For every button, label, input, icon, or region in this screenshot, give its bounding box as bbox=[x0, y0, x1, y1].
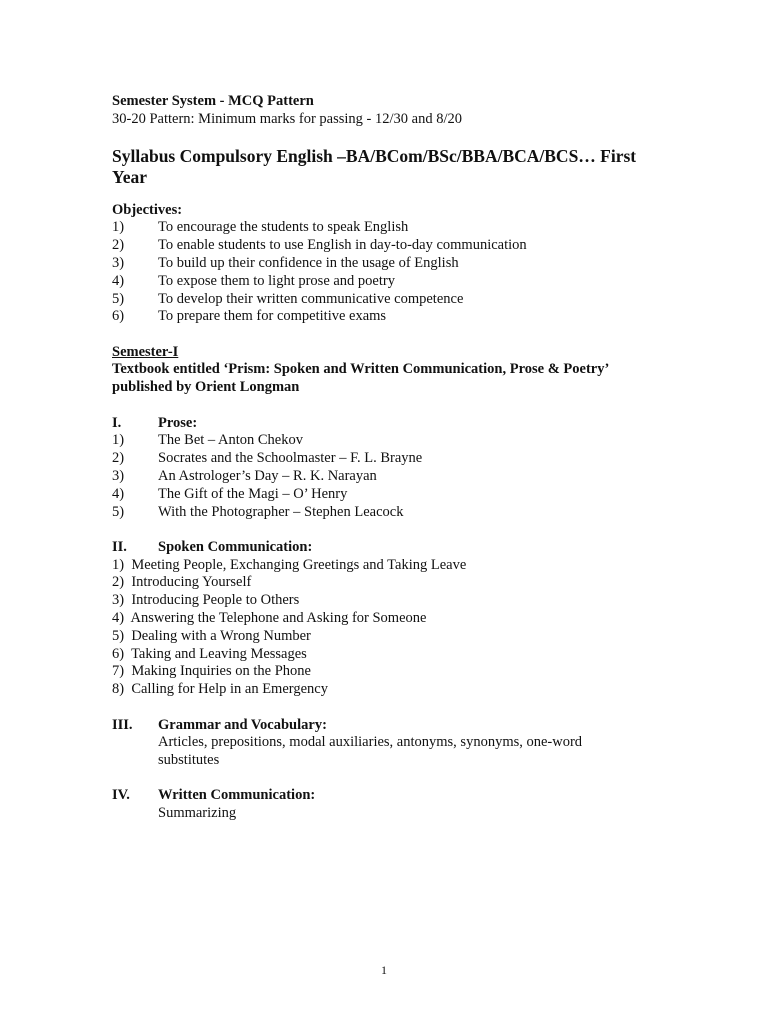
objective-text: To expose them to light prose and poetry bbox=[158, 272, 395, 289]
prose-section-heading bbox=[112, 415, 672, 433]
spoken-item: 5) Dealing with a Wrong Number bbox=[112, 627, 311, 644]
prose-item-num: 3) bbox=[112, 467, 125, 484]
prose-item-num: 2) bbox=[112, 450, 125, 467]
grammar-num: III. bbox=[112, 716, 133, 733]
prose-list bbox=[112, 432, 672, 521]
prose-item bbox=[112, 486, 672, 504]
objective-num: 2) bbox=[112, 237, 125, 254]
objective-num: 3) bbox=[112, 254, 125, 271]
objective-item bbox=[112, 308, 672, 326]
written-heading: Written Communication: bbox=[158, 787, 316, 804]
objective-item bbox=[112, 219, 672, 237]
prose-item-text: The Bet – Anton Chekov bbox=[158, 432, 303, 449]
spoken-item: 1) Meeting People, Exchanging Greetings and Taking Leave bbox=[112, 556, 467, 573]
objective-text: To develop their written communicative competence bbox=[158, 290, 464, 307]
grammar-heading: Grammar and Vocabulary: bbox=[158, 716, 327, 733]
page-number: 1 bbox=[381, 963, 387, 977]
prose-item-num: 1) bbox=[112, 432, 125, 449]
written-num: IV. bbox=[112, 787, 130, 804]
prose-item-num: 5) bbox=[112, 503, 125, 520]
prose-item bbox=[112, 432, 672, 450]
spoken-item: 4) Answering the Telephone and Asking for Someone bbox=[112, 610, 427, 627]
pattern-heading: Semester System - MCQ Pattern bbox=[112, 93, 314, 109]
prose-item-text: An Astrologer’s Day – R. K. Narayan bbox=[158, 467, 377, 484]
objective-text: To enable students to use English in day-to-day communication bbox=[158, 237, 527, 254]
objective-item bbox=[112, 273, 672, 291]
objective-num: 6) bbox=[112, 308, 125, 325]
grammar-text-line-2: substitutes bbox=[158, 752, 220, 769]
objective-item bbox=[112, 291, 672, 309]
objective-num: 4) bbox=[112, 272, 125, 289]
syllabus-title bbox=[112, 146, 672, 188]
objective-text: To prepare them for competitive exams bbox=[158, 308, 387, 325]
spoken-list bbox=[112, 557, 672, 699]
prose-item bbox=[112, 468, 672, 486]
textbook-line-1: Textbook entitled ‘Prism: Spoken and Written Communication, Prose & Poetry’ bbox=[112, 361, 610, 378]
objective-text: To build up their confidence in the usage of English bbox=[158, 254, 459, 271]
objectives-heading: Objectives: bbox=[112, 201, 183, 218]
prose-num: I. bbox=[112, 414, 122, 431]
objective-num: 1) bbox=[112, 219, 125, 236]
grammar-section-heading bbox=[112, 717, 672, 735]
prose-heading: Prose: bbox=[158, 414, 198, 431]
spoken-item: 8) Calling for Help in an Emergency bbox=[112, 681, 328, 698]
semester-heading: Semester-I bbox=[112, 343, 179, 360]
written-section-heading bbox=[112, 787, 672, 805]
objective-item bbox=[112, 255, 672, 273]
grammar-text-line-1: Articles, prepositions, modal auxiliaries, antonyms, synonyms, one-word bbox=[158, 734, 583, 751]
prose-item bbox=[112, 450, 672, 468]
objectives-list bbox=[112, 219, 672, 326]
spoken-item: 3) Introducing People to Others bbox=[112, 592, 300, 609]
objective-item bbox=[112, 237, 672, 255]
spoken-num: II. bbox=[112, 538, 127, 555]
written-text: Summarizing bbox=[158, 805, 237, 822]
spoken-item: 2) Introducing Yourself bbox=[112, 574, 252, 591]
syllabus-title-line-1: Syllabus Compulsory English –BA/BCom/BSc/BBA/BCA/BCS… First bbox=[112, 145, 637, 166]
prose-item-num: 4) bbox=[112, 485, 125, 502]
prose-item bbox=[112, 504, 672, 522]
prose-item-text: Socrates and the Schoolmaster – F. L. Brayne bbox=[158, 450, 423, 467]
prose-item-text: The Gift of the Magi – O’ Henry bbox=[158, 485, 348, 502]
prose-item-text: With the Photographer – Stephen Leacock bbox=[158, 503, 404, 520]
objective-num: 5) bbox=[112, 290, 125, 307]
document-page bbox=[112, 93, 672, 823]
spoken-item: 7) Making Inquiries on the Phone bbox=[112, 663, 311, 680]
textbook-line-2: published by Orient Longman bbox=[112, 379, 300, 396]
spoken-section-heading bbox=[112, 539, 672, 557]
spoken-item: 6) Taking and Leaving Messages bbox=[112, 645, 307, 662]
spoken-heading: Spoken Communication: bbox=[158, 538, 313, 555]
syllabus-title-line-2: Year bbox=[112, 166, 147, 187]
pattern-subheading: 30-20 Pattern: Minimum marks for passing - 12/30 and 8/20 bbox=[112, 110, 462, 127]
objective-text: To encourage the students to speak English bbox=[158, 219, 409, 236]
